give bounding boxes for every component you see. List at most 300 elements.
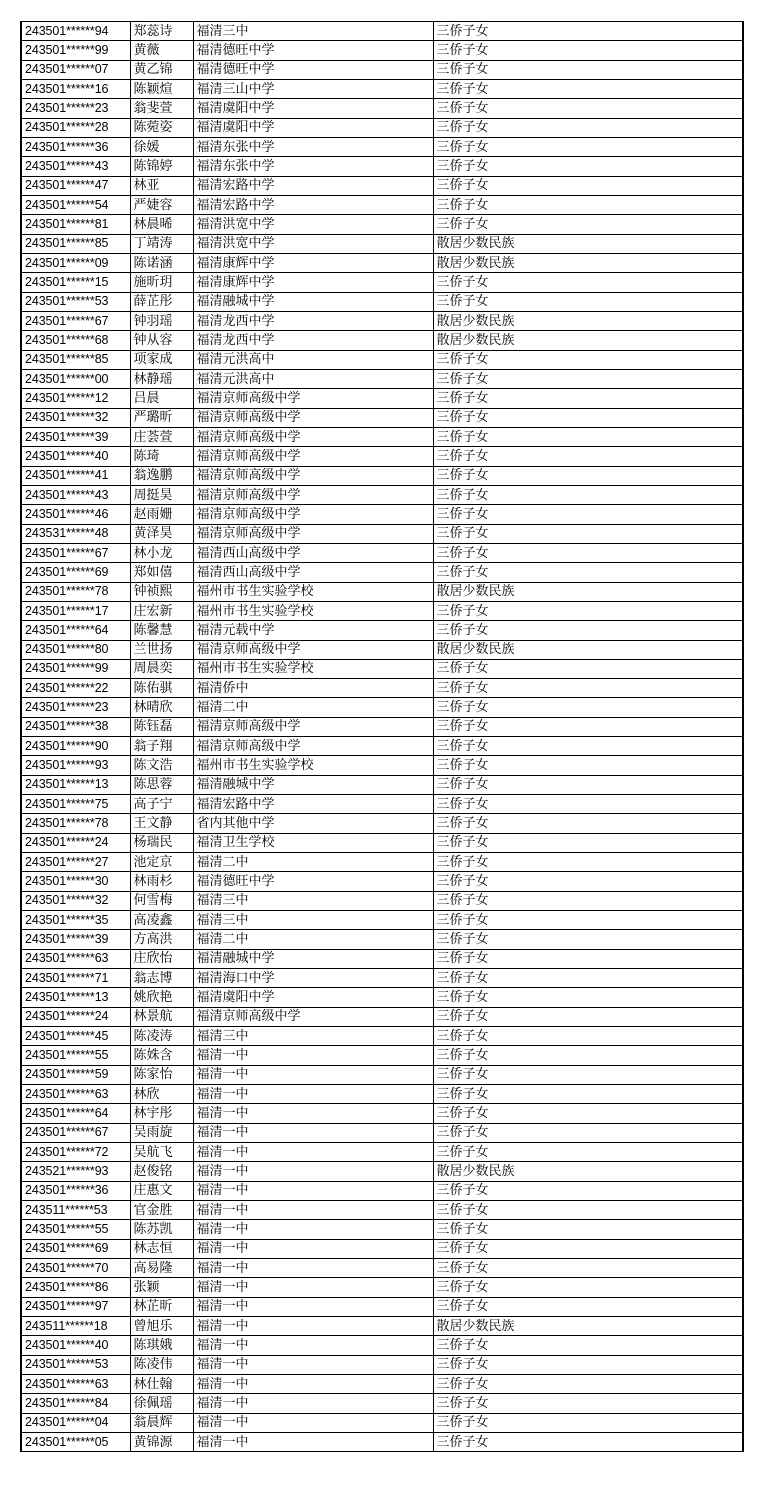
table-row (21, 99, 743, 118)
table-row (21, 1355, 743, 1374)
table-row (21, 137, 743, 156)
category-cell: 三侨子女 (433, 1239, 743, 1258)
table-row (21, 118, 743, 137)
school-cell: 福清德旺中学 (193, 872, 433, 891)
category-cell: 三侨子女 (433, 698, 743, 717)
exam-id-cell: 243501******78 (21, 582, 130, 601)
category-cell: 散居少数民族 (433, 1162, 743, 1181)
exam-id-cell: 243501******05 (21, 1432, 130, 1451)
exam-id-cell: 243501******84 (21, 1394, 130, 1413)
school-cell: 福清一中 (193, 1394, 433, 1413)
student-name-cell: 翁志博 (130, 969, 193, 988)
table-row (21, 949, 743, 968)
student-name-cell: 翁逸鹏 (130, 466, 193, 485)
category-cell: 三侨子女 (433, 427, 743, 446)
table-row (21, 524, 743, 543)
school-cell: 福清三中 (193, 1027, 433, 1046)
table-row (21, 640, 743, 659)
student-name-cell: 施昕玥 (130, 273, 193, 292)
category-cell: 散居少数民族 (433, 331, 743, 350)
exam-id-cell: 243501******63 (21, 1374, 130, 1393)
school-cell: 福清康辉中学 (193, 273, 433, 292)
exam-id-cell: 243501******43 (21, 157, 130, 176)
category-cell: 散居少数民族 (433, 640, 743, 659)
category-cell: 三侨子女 (433, 833, 743, 852)
student-name-cell: 陈钰磊 (130, 717, 193, 736)
student-name-cell: 周挺昊 (130, 485, 193, 504)
category-cell: 散居少数民族 (433, 234, 743, 253)
school-cell: 福清三中 (193, 891, 433, 910)
student-name-cell: 翁子翔 (130, 737, 193, 756)
exam-id-cell: 243501******30 (21, 872, 130, 891)
student-name-cell: 林芷昕 (130, 1297, 193, 1316)
category-cell: 三侨子女 (433, 988, 743, 1007)
student-name-cell: 姚欣艳 (130, 988, 193, 1007)
exam-id-cell: 243501******24 (21, 833, 130, 852)
exam-id-cell: 243501******22 (21, 679, 130, 698)
exam-id-cell: 243501******94 (21, 22, 130, 41)
school-cell: 福清京师高级中学 (193, 389, 433, 408)
category-cell: 三侨子女 (433, 1394, 743, 1413)
exam-id-cell: 243501******93 (21, 756, 130, 775)
school-cell: 福清三中 (193, 22, 433, 41)
category-cell: 三侨子女 (433, 1027, 743, 1046)
category-cell: 三侨子女 (433, 872, 743, 891)
school-cell: 福清宏路中学 (193, 795, 433, 814)
table-row (21, 698, 743, 717)
category-cell: 三侨子女 (433, 1336, 743, 1355)
table-row (21, 756, 743, 775)
table-row (21, 505, 743, 524)
school-cell: 福清一中 (193, 1123, 433, 1142)
school-cell: 福清京师高级中学 (193, 408, 433, 427)
student-name-cell: 吴雨旋 (130, 1123, 193, 1142)
exam-id-cell: 243501******32 (21, 891, 130, 910)
category-cell: 三侨子女 (433, 775, 743, 794)
table-row (21, 563, 743, 582)
school-cell: 福清龙西中学 (193, 331, 433, 350)
school-cell: 福清卫生学校 (193, 833, 433, 852)
category-cell: 三侨子女 (433, 369, 743, 388)
student-name-cell: 翁晨辉 (130, 1413, 193, 1432)
exam-id-cell: 243501******12 (21, 389, 130, 408)
student-name-cell: 陈菀姿 (130, 118, 193, 137)
category-cell: 三侨子女 (433, 350, 743, 369)
student-name-cell: 吴航飞 (130, 1143, 193, 1162)
student-name-cell: 林景航 (130, 1007, 193, 1026)
exam-id-cell: 243501******69 (21, 1239, 130, 1258)
student-name-cell: 林欣 (130, 1085, 193, 1104)
school-cell: 福清三中 (193, 911, 433, 930)
student-name-cell: 黄锦源 (130, 1432, 193, 1451)
table-row (21, 1046, 743, 1065)
school-cell: 福清一中 (193, 1046, 433, 1065)
student-name-cell: 池定京 (130, 853, 193, 872)
student-name-cell: 林静瑶 (130, 369, 193, 388)
school-cell: 福清元洪高中 (193, 369, 433, 388)
table-row (21, 331, 743, 350)
table-row (21, 22, 743, 41)
table-row (21, 1220, 743, 1239)
table-row (21, 988, 743, 1007)
category-cell: 三侨子女 (433, 215, 743, 234)
school-cell: 福清一中 (193, 1259, 433, 1278)
school-cell: 福清京师高级中学 (193, 717, 433, 736)
exam-id-cell: 243501******09 (21, 253, 130, 272)
exam-id-cell: 243501******71 (21, 969, 130, 988)
exam-id-cell: 243501******55 (21, 1046, 130, 1065)
student-name-cell: 陈苏凯 (130, 1220, 193, 1239)
student-name-cell: 赵雨姗 (130, 505, 193, 524)
school-cell: 福清一中 (193, 1181, 433, 1200)
table-row (21, 582, 743, 601)
table-row (21, 911, 743, 930)
student-name-cell: 钟羽瑶 (130, 311, 193, 330)
student-name-cell: 徐媛 (130, 137, 193, 156)
student-name-cell: 高凌鑫 (130, 911, 193, 930)
category-cell: 三侨子女 (433, 969, 743, 988)
category-cell: 三侨子女 (433, 1046, 743, 1065)
student-name-cell: 林雨杉 (130, 872, 193, 891)
category-cell: 三侨子女 (433, 737, 743, 756)
student-name-cell: 林仕翰 (130, 1374, 193, 1393)
school-cell: 福清一中 (193, 1143, 433, 1162)
category-cell: 三侨子女 (433, 621, 743, 640)
school-cell: 福清一中 (193, 1355, 433, 1374)
student-name-cell: 陈诺涵 (130, 253, 193, 272)
student-name-cell: 丁靖涛 (130, 234, 193, 253)
exam-id-cell: 243501******53 (21, 292, 130, 311)
exam-id-cell: 243501******85 (21, 234, 130, 253)
student-name-cell: 兰世扬 (130, 640, 193, 659)
table-row (21, 447, 743, 466)
category-cell: 三侨子女 (433, 1220, 743, 1239)
school-cell: 福清京师高级中学 (193, 447, 433, 466)
category-cell: 三侨子女 (433, 60, 743, 79)
category-cell: 三侨子女 (433, 292, 743, 311)
student-name-cell: 庄欣怡 (130, 949, 193, 968)
table-row (21, 737, 743, 756)
table-row (21, 1432, 743, 1451)
table-row (21, 273, 743, 292)
student-name-cell: 薛芷彤 (130, 292, 193, 311)
school-cell: 福州市书生实验学校 (193, 659, 433, 678)
student-name-cell: 钟祯熙 (130, 582, 193, 601)
school-cell: 福清一中 (193, 1374, 433, 1393)
category-cell: 三侨子女 (433, 891, 743, 910)
exam-id-cell: 243501******68 (21, 331, 130, 350)
exam-id-cell: 243501******70 (21, 1259, 130, 1278)
exam-id-cell: 243501******81 (21, 215, 130, 234)
exam-id-cell: 243501******63 (21, 1085, 130, 1104)
exam-id-cell: 243501******63 (21, 949, 130, 968)
category-cell: 三侨子女 (433, 524, 743, 543)
student-name-cell: 林晴欣 (130, 698, 193, 717)
table-row (21, 79, 743, 98)
school-cell: 福清宏路中学 (193, 195, 433, 214)
exam-id-cell: 243501******78 (21, 814, 130, 833)
student-name-cell: 钟从容 (130, 331, 193, 350)
table-row (21, 1278, 743, 1297)
school-cell: 福清二中 (193, 698, 433, 717)
table-row (21, 853, 743, 872)
student-name-cell: 周晨奕 (130, 659, 193, 678)
exam-id-cell: 243501******45 (21, 1027, 130, 1046)
student-name-cell: 陈文浩 (130, 756, 193, 775)
table-row (21, 157, 743, 176)
school-cell: 福清一中 (193, 1085, 433, 1104)
student-name-cell: 庄宏新 (130, 601, 193, 620)
category-cell: 三侨子女 (433, 1104, 743, 1123)
table-row (21, 485, 743, 504)
category-cell: 三侨子女 (433, 466, 743, 485)
school-cell: 福清融城中学 (193, 775, 433, 794)
school-cell: 福清京师高级中学 (193, 737, 433, 756)
exam-id-cell: 243501******64 (21, 1104, 130, 1123)
school-cell: 福清一中 (193, 1413, 433, 1432)
school-cell: 福清一中 (193, 1220, 433, 1239)
table-row (21, 1297, 743, 1316)
student-name-cell: 黄泽昊 (130, 524, 193, 543)
category-cell: 三侨子女 (433, 930, 743, 949)
exam-id-cell: 243501******90 (21, 737, 130, 756)
table-row (21, 389, 743, 408)
school-cell: 福清虞阳中学 (193, 118, 433, 137)
category-cell: 三侨子女 (433, 408, 743, 427)
student-name-cell: 黄乙锦 (130, 60, 193, 79)
school-cell: 福清京师高级中学 (193, 485, 433, 504)
student-name-cell: 黄薇 (130, 41, 193, 60)
category-cell: 三侨子女 (433, 1432, 743, 1451)
category-cell: 三侨子女 (433, 505, 743, 524)
student-name-cell: 官金胜 (130, 1201, 193, 1220)
student-name-cell: 张颖 (130, 1278, 193, 1297)
exam-id-cell: 243501******36 (21, 137, 130, 156)
exam-id-cell: 243521******93 (21, 1162, 130, 1181)
table-row (21, 543, 743, 562)
school-cell: 福清康辉中学 (193, 253, 433, 272)
category-cell: 三侨子女 (433, 22, 743, 41)
student-name-cell: 陈颖煊 (130, 79, 193, 98)
table-row (21, 1123, 743, 1142)
exam-id-cell: 243501******67 (21, 1123, 130, 1142)
exam-id-cell: 243501******28 (21, 118, 130, 137)
category-cell: 三侨子女 (433, 118, 743, 137)
school-cell: 福清京师高级中学 (193, 640, 433, 659)
table-row (21, 466, 743, 485)
category-cell: 三侨子女 (433, 273, 743, 292)
category-cell: 三侨子女 (433, 543, 743, 562)
exam-id-cell: 243501******59 (21, 1065, 130, 1084)
category-cell: 三侨子女 (433, 1355, 743, 1374)
exam-id-cell: 243501******23 (21, 698, 130, 717)
school-cell: 福清虞阳中学 (193, 988, 433, 1007)
table-row (21, 1007, 743, 1026)
exam-id-cell: 243501******24 (21, 1007, 130, 1026)
exam-id-cell: 243501******99 (21, 41, 130, 60)
school-cell: 福清侨中 (193, 679, 433, 698)
exam-id-cell: 243501******54 (21, 195, 130, 214)
roster-table (20, 21, 744, 1452)
school-cell: 福清京师高级中学 (193, 1007, 433, 1026)
exam-id-cell: 243501******39 (21, 427, 130, 446)
student-name-cell: 陈锦婷 (130, 157, 193, 176)
table-row (21, 1413, 743, 1432)
table-row (21, 1143, 743, 1162)
exam-id-cell: 243501******39 (21, 930, 130, 949)
category-cell: 三侨子女 (433, 717, 743, 736)
table-row (21, 1104, 743, 1123)
category-cell: 三侨子女 (433, 447, 743, 466)
school-cell: 福清一中 (193, 1201, 433, 1220)
student-name-cell: 郑如僖 (130, 563, 193, 582)
school-cell: 福州市书生实验学校 (193, 756, 433, 775)
category-cell: 三侨子女 (433, 1085, 743, 1104)
student-name-cell: 何雪梅 (130, 891, 193, 910)
table-row (21, 234, 743, 253)
student-name-cell: 陈琪娥 (130, 1336, 193, 1355)
table-row (21, 195, 743, 214)
exam-id-cell: 243501******53 (21, 1355, 130, 1374)
table-row (21, 872, 743, 891)
student-name-cell: 严璐昕 (130, 408, 193, 427)
school-cell: 福清洪宽中学 (193, 234, 433, 253)
school-cell: 省内其他中学 (193, 814, 433, 833)
exam-id-cell: 243501******32 (21, 408, 130, 427)
school-cell: 福清东张中学 (193, 137, 433, 156)
exam-id-cell: 243501******72 (21, 1143, 130, 1162)
category-cell: 三侨子女 (433, 911, 743, 930)
category-cell: 三侨子女 (433, 157, 743, 176)
category-cell: 散居少数民族 (433, 311, 743, 330)
exam-id-cell: 243501******15 (21, 273, 130, 292)
school-cell: 福州市书生实验学校 (193, 582, 433, 601)
school-cell: 福清东张中学 (193, 157, 433, 176)
student-name-cell: 吕晨 (130, 389, 193, 408)
table-row (21, 833, 743, 852)
student-name-cell: 林志恒 (130, 1239, 193, 1258)
school-cell: 福清融城中学 (193, 949, 433, 968)
exam-id-cell: 243501******17 (21, 601, 130, 620)
exam-id-cell: 243501******47 (21, 176, 130, 195)
table-row (21, 1374, 743, 1393)
category-cell: 三侨子女 (433, 389, 743, 408)
school-cell: 福清京师高级中学 (193, 505, 433, 524)
table-row (21, 1162, 743, 1181)
category-cell: 三侨子女 (433, 41, 743, 60)
student-name-cell: 陈馨慧 (130, 621, 193, 640)
category-cell: 三侨子女 (433, 1065, 743, 1084)
table-row (21, 1027, 743, 1046)
school-cell: 福清京师高级中学 (193, 427, 433, 446)
category-cell: 散居少数民族 (433, 1316, 743, 1335)
exam-id-cell: 243501******36 (21, 1181, 130, 1200)
table-row (21, 1085, 743, 1104)
table-row (21, 601, 743, 620)
student-name-cell: 林宇彤 (130, 1104, 193, 1123)
school-cell: 福州市书生实验学校 (193, 601, 433, 620)
exam-id-cell: 243501******40 (21, 1336, 130, 1355)
table-row (21, 292, 743, 311)
category-cell: 三侨子女 (433, 137, 743, 156)
roster-table-body (21, 22, 743, 1452)
school-cell: 福清一中 (193, 1239, 433, 1258)
exam-id-cell: 243501******99 (21, 659, 130, 678)
table-row (21, 969, 743, 988)
category-cell: 三侨子女 (433, 195, 743, 214)
school-cell: 福清一中 (193, 1432, 433, 1451)
student-name-cell: 陈思蓉 (130, 775, 193, 794)
table-row (21, 891, 743, 910)
exam-id-cell: 243501******27 (21, 853, 130, 872)
school-cell: 福清龙西中学 (193, 311, 433, 330)
table-row (21, 1239, 743, 1258)
student-name-cell: 林小龙 (130, 543, 193, 562)
table-row (21, 408, 743, 427)
exam-id-cell: 243511******18 (21, 1316, 130, 1335)
exam-id-cell: 243501******85 (21, 350, 130, 369)
category-cell: 三侨子女 (433, 1143, 743, 1162)
category-cell: 三侨子女 (433, 795, 743, 814)
category-cell: 三侨子女 (433, 814, 743, 833)
school-cell: 福清一中 (193, 1316, 433, 1335)
table-row (21, 1065, 743, 1084)
student-name-cell: 杨瑞民 (130, 833, 193, 852)
table-row (21, 311, 743, 330)
exam-id-cell: 243501******67 (21, 543, 130, 562)
student-name-cell: 曾旭乐 (130, 1316, 193, 1335)
category-cell: 三侨子女 (433, 659, 743, 678)
school-cell: 福清京师高级中学 (193, 524, 433, 543)
school-cell: 福清一中 (193, 1104, 433, 1123)
school-cell: 福清二中 (193, 853, 433, 872)
student-name-cell: 徐佩瑶 (130, 1394, 193, 1413)
category-cell: 三侨子女 (433, 756, 743, 775)
category-cell: 三侨子女 (433, 1374, 743, 1393)
student-name-cell: 陈佑骐 (130, 679, 193, 698)
category-cell: 三侨子女 (433, 679, 743, 698)
table-row (21, 621, 743, 640)
table-row (21, 1336, 743, 1355)
exam-id-cell: 243501******69 (21, 563, 130, 582)
table-row (21, 717, 743, 736)
student-name-cell: 林晨晞 (130, 215, 193, 234)
school-cell: 福清融城中学 (193, 292, 433, 311)
school-cell: 福清一中 (193, 1297, 433, 1316)
student-name-cell: 方高洪 (130, 930, 193, 949)
student-name-cell: 赵俊铭 (130, 1162, 193, 1181)
exam-id-cell: 243501******13 (21, 775, 130, 794)
student-name-cell: 陈家怡 (130, 1065, 193, 1084)
school-cell: 福清京师高级中学 (193, 466, 433, 485)
school-cell: 福清一中 (193, 1065, 433, 1084)
exam-id-cell: 243511******53 (21, 1201, 130, 1220)
student-name-cell: 陈琦 (130, 447, 193, 466)
student-name-cell: 林亚 (130, 176, 193, 195)
exam-id-cell: 243501******46 (21, 505, 130, 524)
table-row (21, 775, 743, 794)
table-row (21, 176, 743, 195)
category-cell: 三侨子女 (433, 176, 743, 195)
exam-id-cell: 243501******80 (21, 640, 130, 659)
student-name-cell: 严婕容 (130, 195, 193, 214)
student-name-cell: 王文静 (130, 814, 193, 833)
exam-id-cell: 243501******41 (21, 466, 130, 485)
student-name-cell: 高易隆 (130, 1259, 193, 1278)
student-name-cell: 陈姝含 (130, 1046, 193, 1065)
table-row (21, 795, 743, 814)
school-cell: 福清元洪高中 (193, 350, 433, 369)
